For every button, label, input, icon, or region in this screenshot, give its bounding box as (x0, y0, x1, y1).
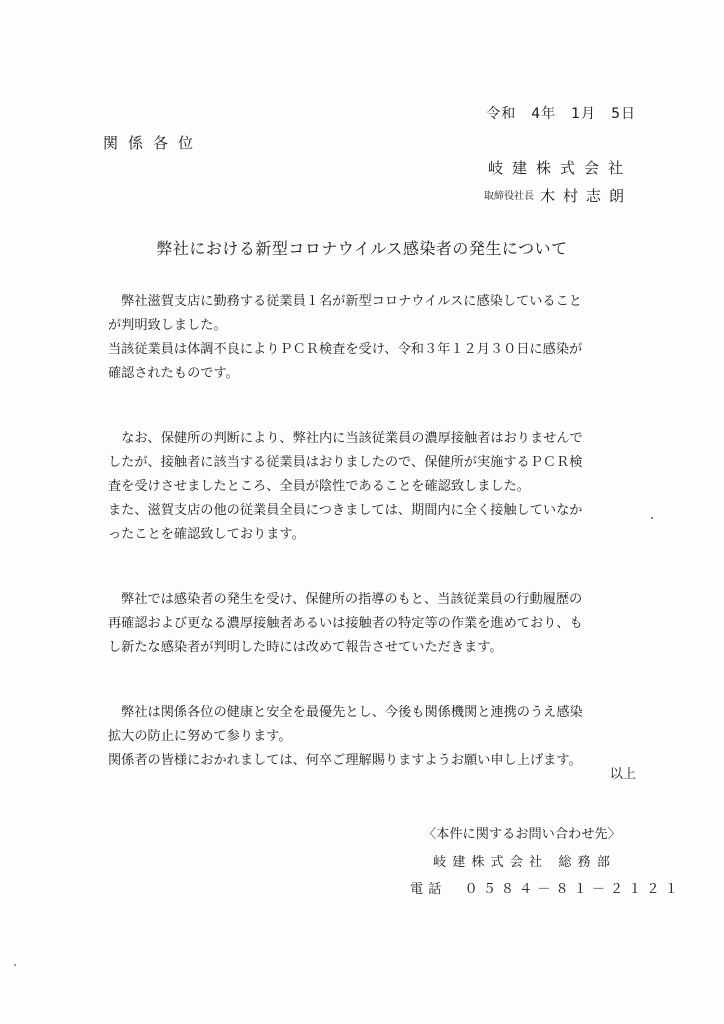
contact-phone: 電話 ０５８４－８１－２１２１ (410, 882, 683, 897)
paragraph-1-line-4: 確認されたものです。 (108, 366, 239, 381)
president-title: 取締役社長 (483, 191, 534, 202)
contact-heading: 〈本件に関するお問い合わせ先〉 (423, 827, 621, 842)
document-title: 弊社における新型コロナウイルス感染者の発生について (156, 239, 568, 258)
closing-mark: 以上 (609, 767, 636, 782)
paragraph-2-line-2: したが、接触者に該当する従業員はおりましたので、保健所が実施するＰＣＲ検 (108, 455, 583, 470)
paragraph-2-line-5: ったことを確認致しております。 (108, 527, 305, 542)
paragraph-3-line-2: 再確認および更なる濃厚接触者あるいは接触者の特定等の作業を進めており、も (108, 616, 583, 631)
president-line (484, 185, 632, 206)
scan-speck (651, 517, 653, 519)
paragraph-4-line-1: 弊社は関係各位の健康と安全を最優先とし、今後も関係機関と連携のうえ感染 (108, 705, 583, 720)
paragraph-4-line-2: 拡大の防止に努めて参ります。 (108, 729, 292, 744)
scan-speck (14, 964, 16, 966)
paragraph-1-line-3: 当該従業員は体調不良によりＰＣＲ検査を受け、令和３年１２月３０日に感染が (108, 342, 583, 357)
paragraph-1-line-2: が判明致しました。 (108, 318, 227, 333)
paragraph-2-line-3: 査を受けさせましたところ、全員が陰性であることを確認致しました。 (108, 479, 530, 494)
paragraph-2-line-4: また、滋賀支店の他の従業員全員につきましては、期間内に全く接触していなか (108, 503, 583, 518)
body-text (108, 290, 648, 773)
issue-date: 令和 4年 1月 5日 (486, 106, 636, 122)
paragraph-1-line-1: 弊社滋賀支店に勤務する従業員１名が新型コロナウイルスに感染していること (108, 294, 582, 309)
paragraph-3-line-3: し新たな感染者が判明した時には改めて報告させていただきます。 (108, 640, 503, 655)
recipients: 関係各位 (103, 134, 204, 152)
company-name: 岐建株式会社 (487, 159, 632, 177)
paragraph-3-line-1: 弊社では感染者の発生を受け、保健所の指導のもと、当該従業員の行動履歴の (108, 592, 583, 607)
contact-department: 岐建株式会社 総務部 (433, 855, 616, 870)
paragraph-4-line-3: 関係者の皆様におかれましては、何卒ご理解賜りますようお願い申し上げます。 (108, 753, 582, 768)
paragraph-2-line-1: なお、保健所の判断により、弊社内に当該従業員の濃厚接触者はおりませんで (108, 431, 583, 446)
president-name: 木村志朗 (539, 187, 632, 205)
